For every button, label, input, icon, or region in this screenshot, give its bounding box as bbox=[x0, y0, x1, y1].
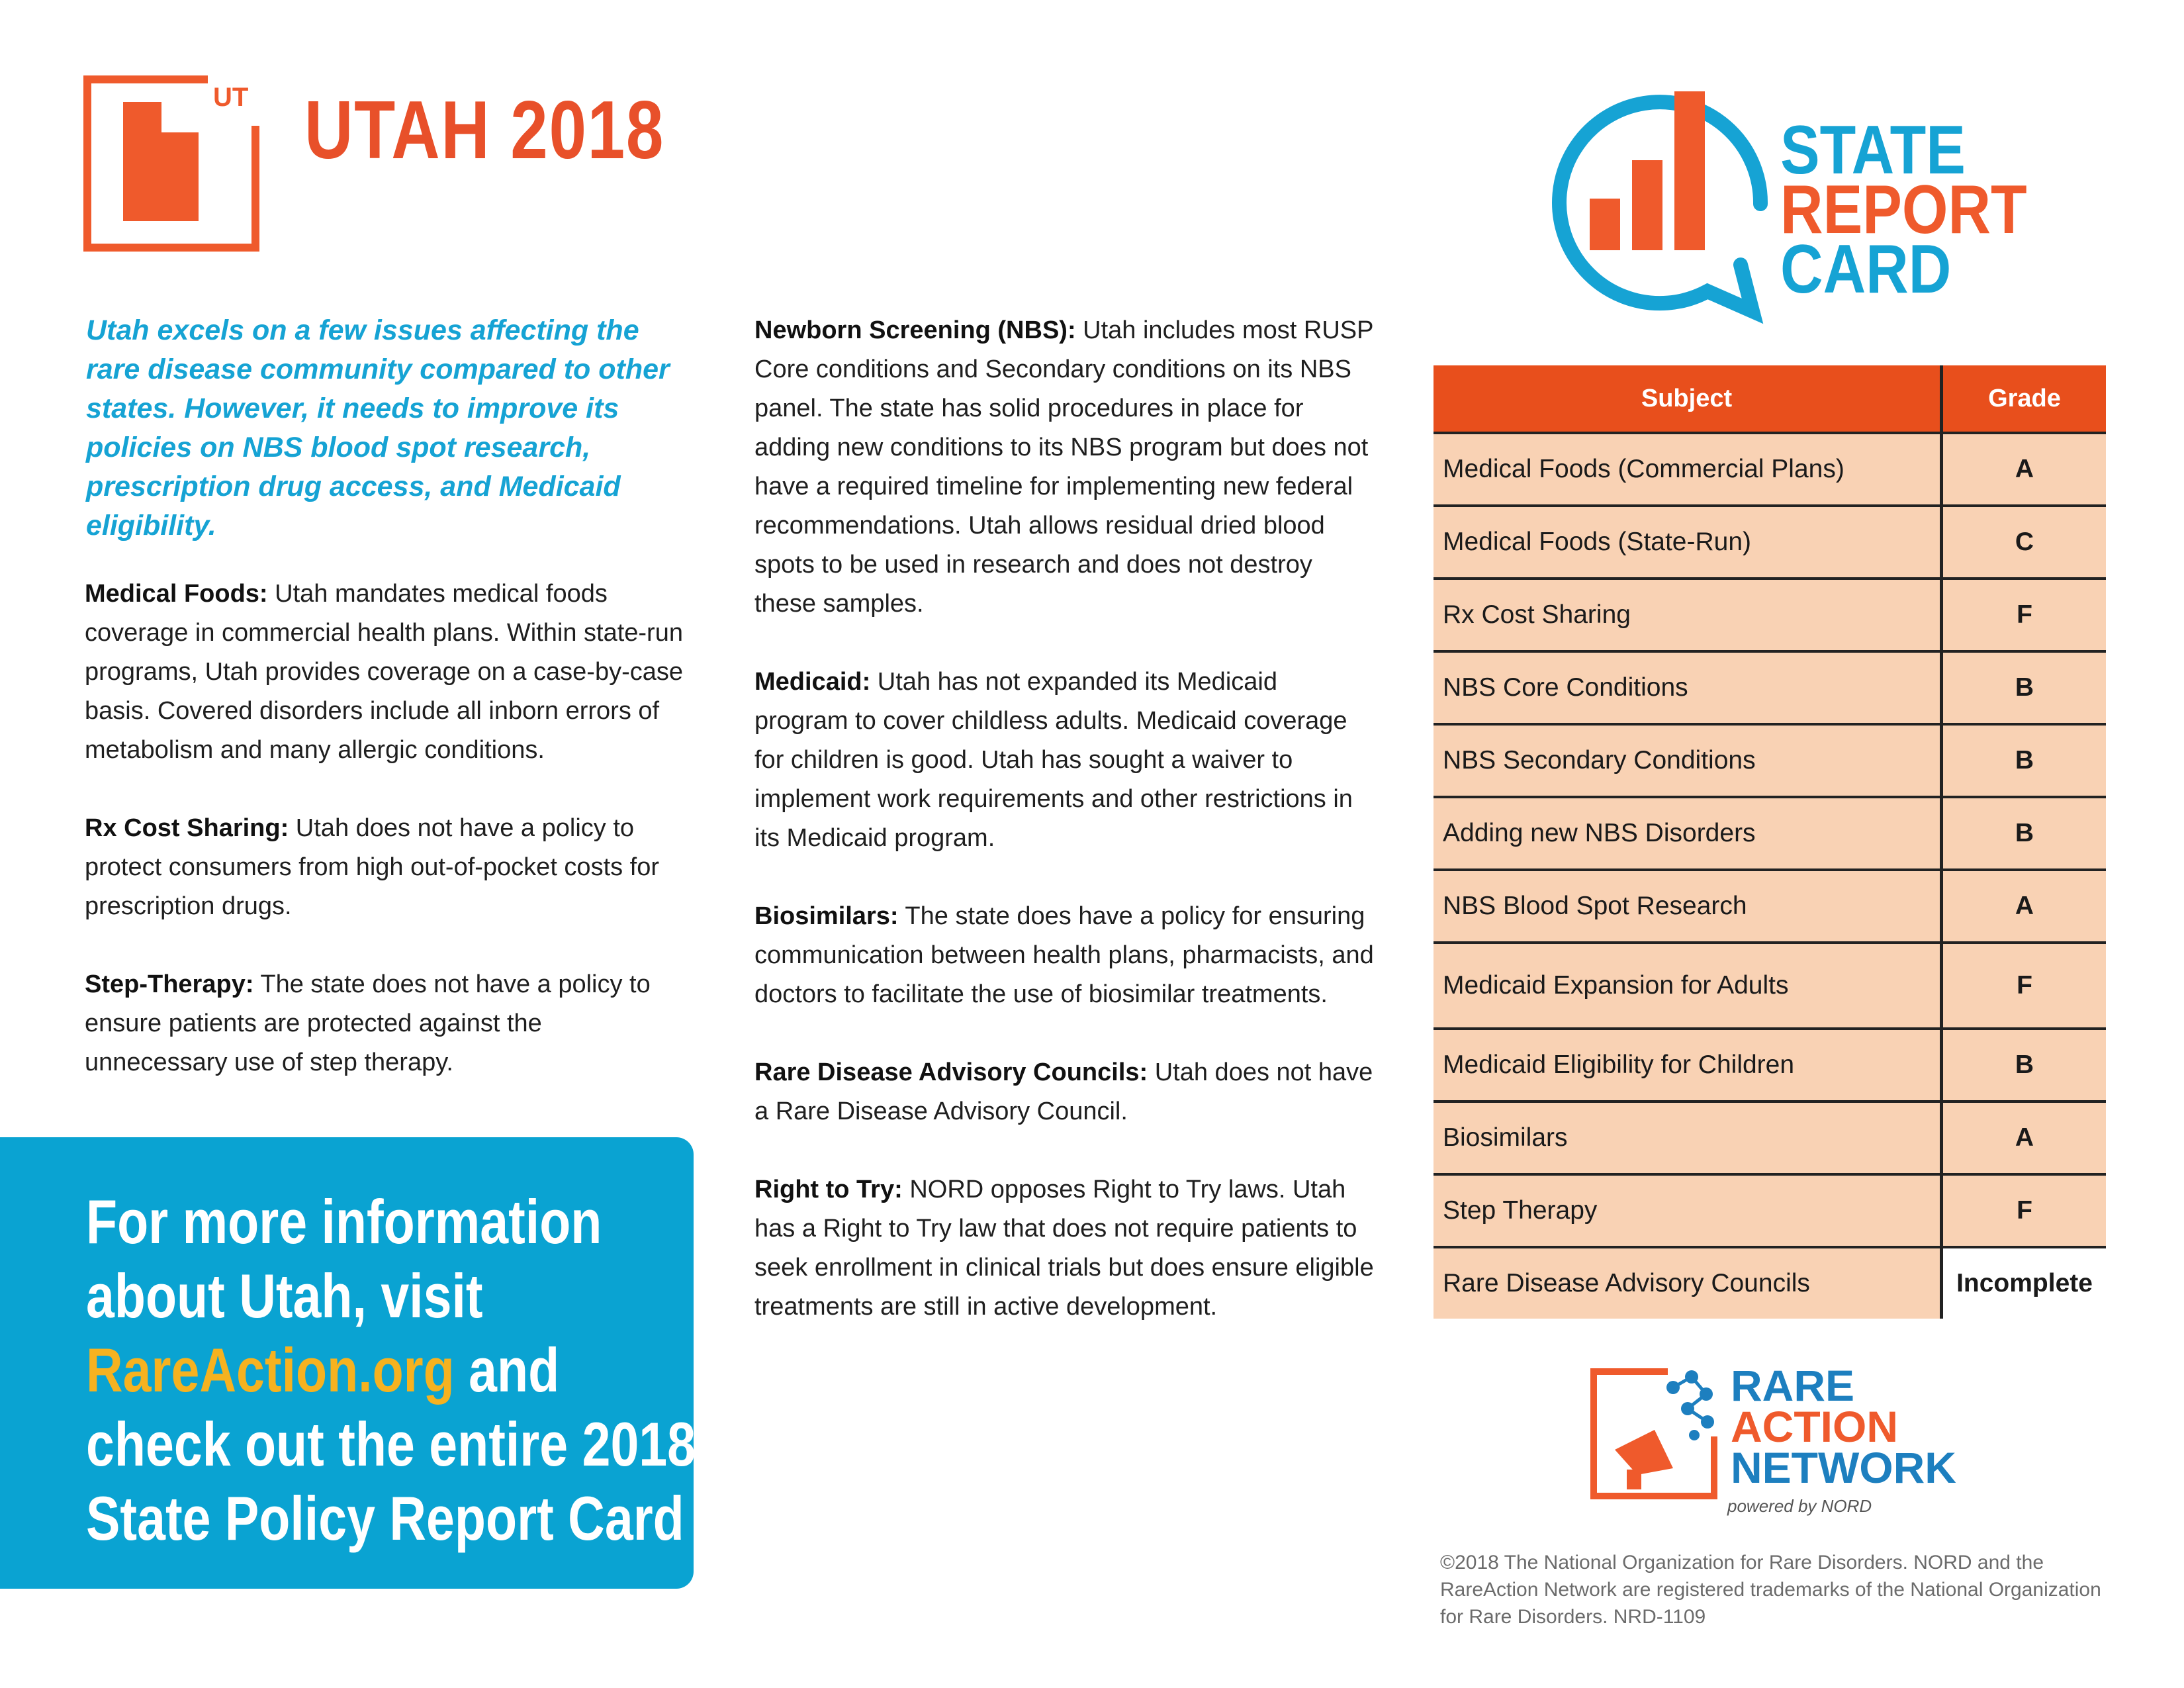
left-column bbox=[85, 575, 687, 1121]
section-text: Utah includes most RUSP Core conditions and Secondary conditions on its NBS panel. The state has solid procedures in place for adding new conditions to its NBS program but does not have a required timeline for implementing new federal recommendations. Utah allows residual dried blood spots to be used in research and does not destroy these samples. bbox=[754, 316, 1373, 618]
table-row bbox=[1433, 504, 2106, 577]
section-text: Utah has not expanded its Medicaid program to cover childless adults. Medicaid coverage for children is good. Utah has sought a waiver to implement work requirements and other restrictions in its Medicaid program. bbox=[754, 668, 1353, 852]
row-subject: Rx Cost Sharing bbox=[1433, 580, 1943, 650]
middle-column bbox=[754, 311, 1377, 1366]
rx-cost-sharing-section bbox=[85, 809, 687, 926]
header-subject: Subject bbox=[1433, 365, 1943, 432]
newborn-screening-section bbox=[754, 311, 1377, 624]
section-text: The state does have a policy for ensuring communication between health plans, pharmacists, and doctors to facilitate the use of biosimilar treatments. bbox=[754, 902, 1374, 1008]
rare-action-network-logo bbox=[1588, 1357, 2012, 1523]
cta-text-start: For more information about Utah, visit bbox=[86, 1187, 602, 1331]
row-grade: F bbox=[2017, 600, 2032, 629]
row-grade: F bbox=[2017, 971, 2032, 1000]
section-text: Utah mandates medical foods coverage in commercial health plans. Within state-run programs, Utah provides coverage on a case-by-case basis. Covered disorders include all inborn errors of metabolism and many allergic conditions. bbox=[85, 580, 684, 764]
table-row bbox=[1433, 1100, 2106, 1173]
copyright-footer: ©2018 The National Organization for Rare Disorders. NORD and the RareAction Network are registered trademarks of the National Organization for Rare Disorders. NRD-1109 bbox=[1440, 1552, 2101, 1628]
logo-word-card: CARD bbox=[1780, 231, 1952, 308]
table-row bbox=[1433, 723, 2106, 796]
section-text: NORD opposes Right to Try laws. Utah has a Right to Try law that does not require patients to seek enrollment in clinical trials but does ensure eligible treatments are still in active development. bbox=[754, 1176, 1374, 1321]
section-heading: Medical Foods: bbox=[85, 580, 268, 608]
row-subject: NBS Core Conditions bbox=[1433, 653, 1943, 723]
row-grade: Incomplete bbox=[1943, 1248, 2106, 1319]
utah-map-icon bbox=[82, 74, 261, 253]
table-row bbox=[1433, 796, 2106, 868]
right-to-try-section bbox=[754, 1170, 1377, 1327]
row-grade: A bbox=[2015, 455, 2034, 483]
row-subject: Medical Foods (Commercial Plans) bbox=[1433, 434, 1943, 504]
section-heading: Rx Cost Sharing: bbox=[85, 814, 289, 842]
rareaction-link[interactable]: RareAction.org bbox=[86, 1335, 455, 1405]
row-subject: Adding new NBS Disorders bbox=[1433, 798, 1943, 868]
speech-bubble-chart-icon bbox=[1542, 86, 1780, 331]
state-report-card-logo bbox=[1542, 86, 2085, 331]
row-subject: Step Therapy bbox=[1433, 1176, 1943, 1246]
row-subject: Medical Foods (State-Run) bbox=[1433, 507, 1943, 577]
logo-word-report: REPORT bbox=[1780, 171, 2027, 248]
step-therapy-section bbox=[85, 965, 687, 1082]
row-subject: Biosimilars bbox=[1433, 1103, 1943, 1173]
cta-text-end: and check out the entire 2018 State Policy Report Card bbox=[86, 1335, 696, 1553]
ran-word-rare: RARE bbox=[1731, 1361, 1855, 1410]
row-grade: A bbox=[2015, 892, 2034, 920]
table-row bbox=[1433, 432, 2106, 504]
utah-state-badge bbox=[82, 74, 261, 253]
section-text: The state does not have a policy to ensure patients are protected against the unnecessary use of step therapy. bbox=[85, 970, 651, 1076]
section-heading: Rare Disease Advisory Councils: bbox=[754, 1058, 1148, 1086]
powered-by-nord: powered by NORD bbox=[1727, 1496, 1872, 1516]
row-subject: Rare Disease Advisory Councils bbox=[1433, 1248, 1943, 1319]
ran-word-network: NETWORK bbox=[1731, 1443, 1956, 1492]
table-row bbox=[1433, 1173, 2106, 1246]
row-grade: C bbox=[2015, 528, 2034, 556]
table-row bbox=[1433, 1246, 2106, 1319]
ran-word-action: ACTION bbox=[1731, 1402, 1898, 1451]
row-subject: NBS Blood Spot Research bbox=[1433, 871, 1943, 941]
table-row bbox=[1433, 868, 2106, 941]
section-heading: Right to Try: bbox=[754, 1176, 903, 1203]
badge-label: UT bbox=[213, 83, 249, 112]
table-row bbox=[1433, 650, 2106, 723]
row-grade: B bbox=[2015, 673, 2034, 702]
medical-foods-section bbox=[85, 575, 687, 770]
page-title: UTAH 2018 bbox=[304, 85, 665, 176]
medicaid-section bbox=[754, 663, 1377, 858]
row-grade: B bbox=[2015, 819, 2034, 847]
cta-text bbox=[86, 1185, 715, 1556]
section-text: Utah does not have a policy to protect consumers from high out-of-pocket costs for prescription drugs. bbox=[85, 814, 660, 920]
row-grade: A bbox=[2015, 1123, 2034, 1152]
table-row bbox=[1433, 1027, 2106, 1100]
row-grade: B bbox=[2015, 746, 2034, 774]
table-row bbox=[1433, 577, 2106, 650]
grade-table bbox=[1433, 365, 2106, 1319]
row-subject: Medicaid Expansion for Adults bbox=[1433, 944, 1943, 1027]
row-subject: NBS Secondary Conditions bbox=[1433, 726, 1943, 796]
header-grade: Grade bbox=[1988, 384, 2061, 412]
logo-word-state: STATE bbox=[1780, 112, 1966, 189]
section-heading: Biosimilars: bbox=[754, 902, 899, 930]
megaphone-icon bbox=[1588, 1357, 1731, 1509]
row-grade: F bbox=[2017, 1196, 2032, 1225]
intro-summary: Utah excels on a few issues affecting the rare disease community compared to other states. However, it needs to improve its policies on NBS blood spot research, prescription drug access, and Medicaid eligibility. bbox=[86, 314, 670, 541]
table-header bbox=[1433, 365, 2106, 432]
biosimilars-section bbox=[754, 897, 1377, 1014]
row-grade: B bbox=[2015, 1051, 2034, 1079]
section-heading: Newborn Screening (NBS): bbox=[754, 316, 1076, 344]
row-subject: Medicaid Eligibility for Children bbox=[1433, 1030, 1943, 1100]
section-heading: Medicaid: bbox=[754, 668, 871, 696]
section-text: Utah does not have a Rare Disease Advisory Council. bbox=[754, 1058, 1373, 1125]
table-row bbox=[1433, 941, 2106, 1027]
section-heading: Step-Therapy: bbox=[85, 970, 254, 998]
advisory-councils-section bbox=[754, 1053, 1377, 1131]
